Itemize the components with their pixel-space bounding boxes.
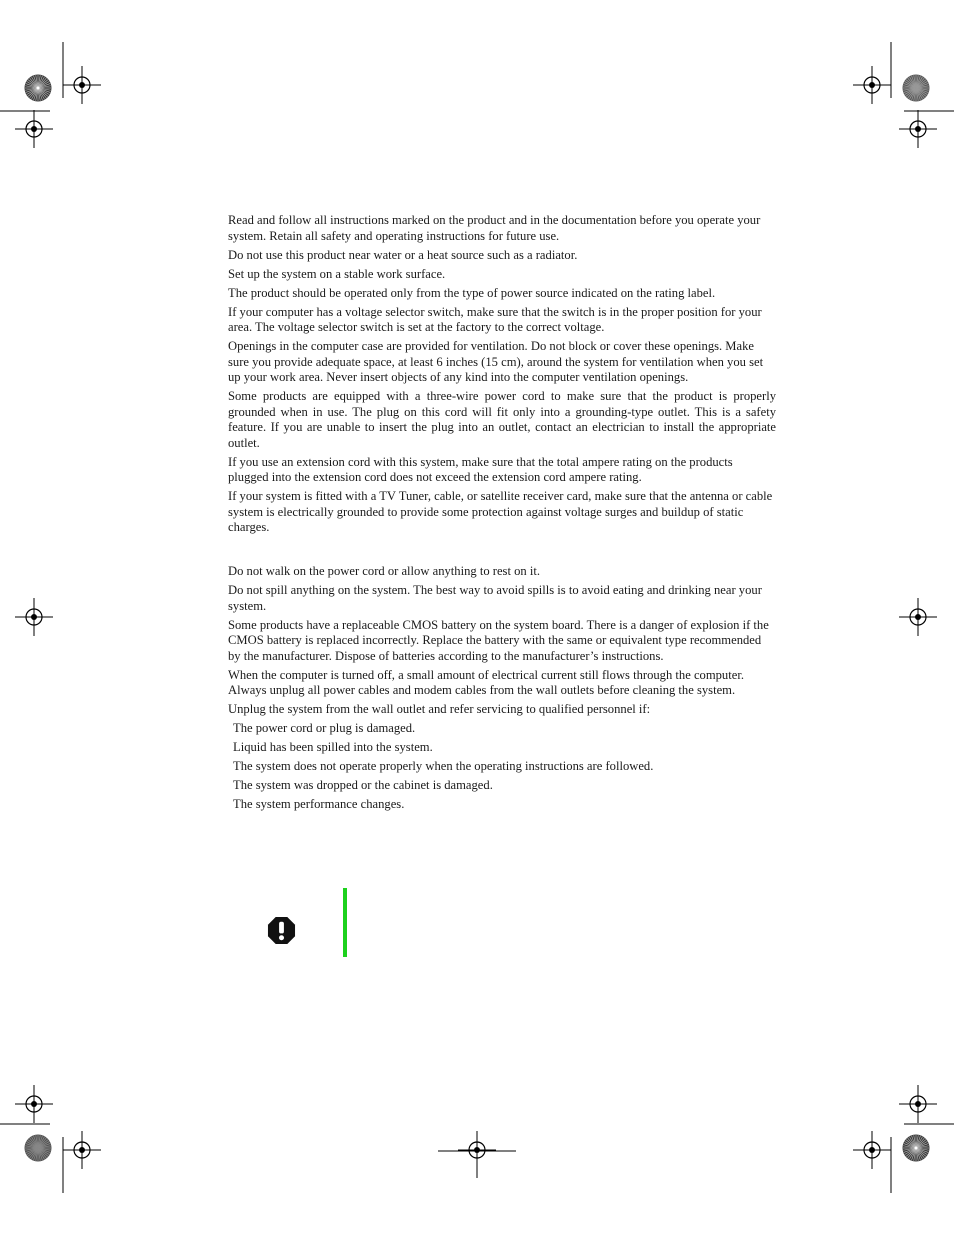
list-item: The system was dropped or the cabinet is damaged. xyxy=(233,778,493,792)
crop-line xyxy=(476,1150,478,1178)
crosshair-registration-icon xyxy=(853,66,891,104)
crosshair-registration-icon xyxy=(853,1131,891,1169)
crosshair-registration-icon xyxy=(899,1085,937,1123)
starburst-color-target-icon xyxy=(24,74,52,102)
list-item: Liquid has been spilled into the system. xyxy=(233,740,433,754)
paragraph: When the computer is turned off, a small amount of electrical current still flows through the computer. Always unplug all power cables and modem cables from the wall outlets before cleaning the system. xyxy=(228,667,744,697)
paragraph: If your computer has a voltage selector switch, make sure that the switch is in the proper position for your area. The voltage selector switch is set at the factory to the correct voltage. xyxy=(228,304,762,334)
paragraph: The product should be operated only from the type of power source indicated on the rating label. xyxy=(228,285,716,300)
list-item: The power cord or plug is damaged. xyxy=(233,721,416,735)
paragraph: If your system is fitted with a TV Tuner, cable, or satellite receiver card, make sure that the antenna or cable system is electrically grounded to provide some protection against voltage surges and buildup of static charges. xyxy=(228,489,773,534)
starburst-color-target-icon xyxy=(902,1134,930,1162)
paragraph: If you use an extension cord with this system, make sure that the total ampere rating on the products plugged into the extension cord does not exceed the extension cord ampere rating. xyxy=(228,454,733,484)
crosshair-registration-icon xyxy=(15,598,53,636)
crosshair-registration-icon xyxy=(63,1131,101,1169)
crosshair-registration-icon xyxy=(899,110,937,148)
starburst-color-target-icon xyxy=(902,74,930,102)
paragraph: Openings in the computer case are provided for ventilation. Do not block or cover these openings. Make sure you provide adequate space, at least 6 inches (15 cm), around the system for ventilation when you set up your work area. Never insert objects of any kind into the computer ventilation openings. xyxy=(228,339,764,384)
paragraph: Set up the system on a stable work surface. xyxy=(228,266,446,281)
paragraph: Read and follow all instructions marked on the product and in the documentation before you operate your system. Retain all safety and operating instructions for future use. xyxy=(228,213,761,243)
paragraph: Do not walk on the power cord or allow anything to rest on it. xyxy=(228,564,540,578)
list-item: The system does not operate properly when the operating instructions are followed. xyxy=(233,759,654,773)
crosshair-registration-icon xyxy=(63,66,101,104)
list-item: The system performance changes. xyxy=(233,797,405,811)
paragraph: Do not use this product near water or a heat source such as a radiator. xyxy=(228,247,578,262)
paragraph: Some products are equipped with a three-wire power cord to make sure that the product is properly grounded when in use. The plug on this cord will fit only into a grounding-type outlet. This is a safety feature. If you are unable to insert the plug into an outlet, contact an electrician to install the appropriate outlet. xyxy=(228,389,776,450)
paragraph: Some products have a replaceable CMOS battery on the system board. There is a danger of explosion if the CMOS battery is replaced incorrectly. Replace the battery with the same or equivalent type recommended by the manufacturer. Dispose of batteries according to the manufacturer’s instructions. xyxy=(228,617,769,663)
paragraph: Do not spill anything on the system. The best way to avoid spills is to avoid eating and drinking near your system. xyxy=(228,583,762,613)
paragraph: Unplug the system from the wall outlet and refer servicing to qualified personnel if: xyxy=(228,702,651,716)
starburst-color-target-icon xyxy=(24,1134,52,1162)
crosshair-registration-icon xyxy=(15,1085,53,1123)
crosshair-registration-icon xyxy=(899,598,937,636)
crosshair-registration-icon xyxy=(15,110,53,148)
